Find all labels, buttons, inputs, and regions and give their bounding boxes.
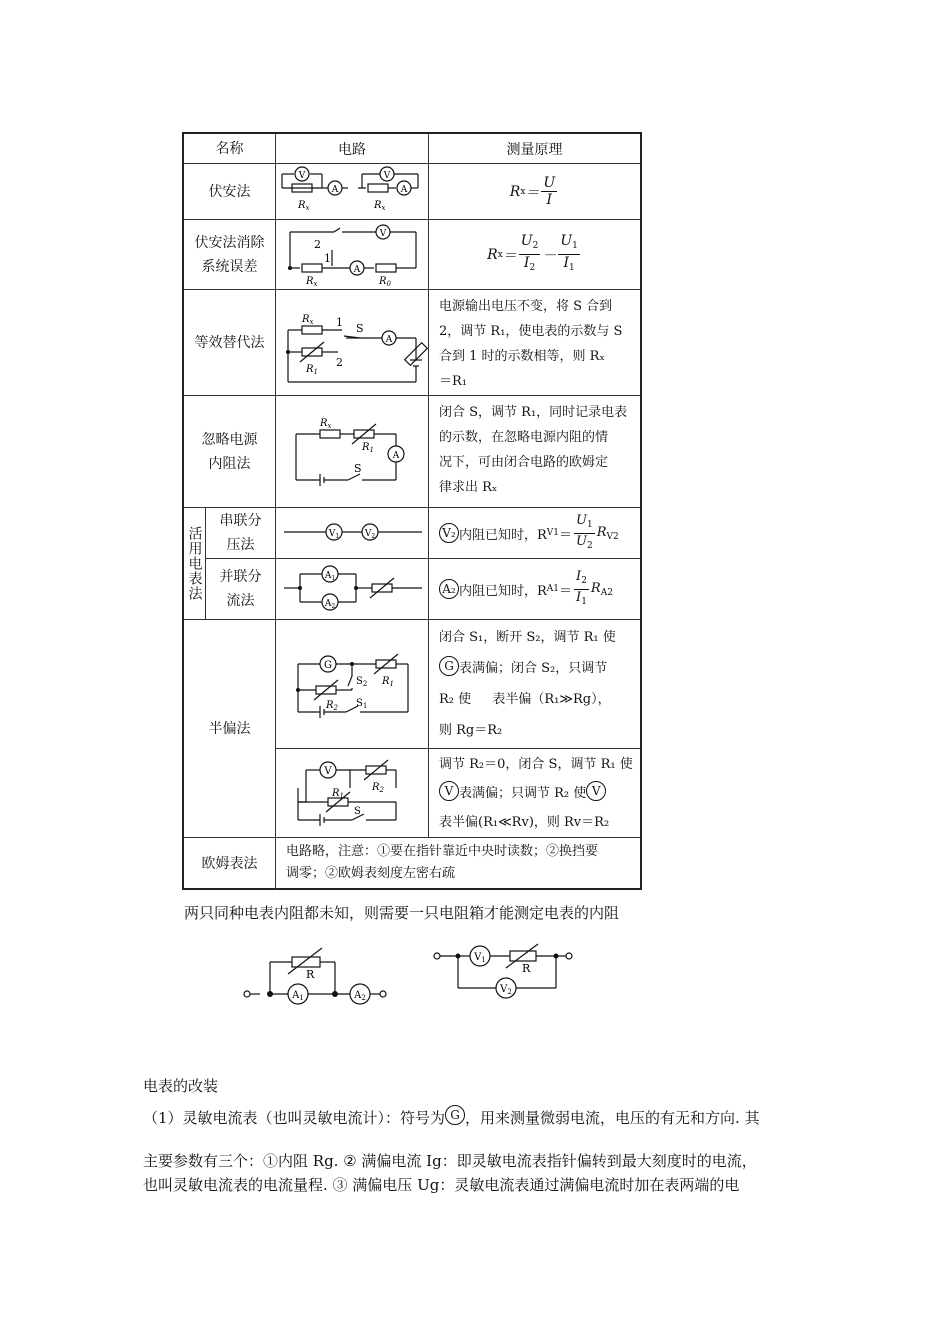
voltmeter-v2-icon: V₂ [439,523,459,543]
svg-text:A: A [331,185,339,195]
header-circuit: 电路 [276,134,429,163]
table-header-row [184,134,640,164]
ignore-name-line1: 忽略电源 [201,431,258,448]
paragraph-line-1b: ，用来测量微弱电流，电压的有无和方向. 其 [465,1109,760,1127]
desc-line: 闭合 S，调节 R₁，同时记录电表 [439,405,628,420]
svg-text:R1: $R_1$ [306,364,318,376]
eliminate-name [184,220,276,289]
row-ohmmeter [184,838,640,890]
svg-text:A: A [400,185,408,195]
series-circuit [276,508,429,558]
ohmmeter-description [276,838,640,890]
series-principle: V₂ 内阻已知时，R V1 ＝ $\frac{U_1}{U_2}$ $R_{V2}$ [429,508,640,558]
meter-group-label-text: 活用电表法 [186,526,203,601]
half-galvanometer [276,620,640,749]
ignore-circuit [276,396,429,507]
desc-line: ＝R₁ [439,374,467,389]
ignore-name-line2: 内阻法 [208,455,251,472]
svg-text:V1: $V_1$ [328,529,340,540]
row-half-deflection [184,620,640,838]
svg-text:A: A [385,335,393,345]
parallel-text: 内阻已知时，R [459,583,547,599]
meter-group-label [184,508,206,619]
svg-text:Rx: $R_x$ [302,314,314,326]
eliminate-name-line2: 系统误差 [201,258,258,275]
substitution-name: 等效替代法 [184,290,276,395]
half-g-description [429,620,640,748]
ohmmeter-name: 欧姆表法 [184,838,276,890]
half-v-description [429,748,640,838]
row-substitution [184,290,640,396]
series-sub: V1 [546,528,560,538]
svg-text:G: G [324,660,332,671]
row-ignore-internal-resistance [184,396,640,508]
svg-text:R0: $R_0$ [379,276,391,288]
svg-text:S: S [354,806,361,817]
parallel-eq: ＝ [559,583,573,599]
row-meter-group [184,508,640,620]
svg-text:2: 2 [336,356,343,369]
parallel-name [206,558,276,620]
desc-line: 2，调节 R₁，使电表的示数与 S [439,324,623,339]
svg-text:A2: $A_2$ [354,990,366,1002]
svg-text:R2: $R_2$ [326,700,338,712]
svg-text:A1: $A_1$ [292,990,304,1002]
desc-line: 则 Rg＝R₂ [439,723,503,738]
svg-text:R: R [306,968,315,981]
desc-line-text: 表满偏；只调节 R₂ 使 [459,786,587,801]
ignore-name [184,396,276,507]
header-name: 名称 [184,134,276,163]
svg-text:V2: $V_2$ [364,529,376,540]
series-name-line1: 串联分 [219,513,262,529]
svg-text:R1: $R_1$ [332,788,344,800]
galvanometer-icon: G [439,656,459,676]
half-name: 半偏法 [184,620,276,837]
measurement-methods-table [182,132,642,890]
ignore-description [429,396,640,507]
voltmeter-icon: V [439,781,459,801]
svg-text:Rx: $R_x$ [320,418,332,430]
row-series [206,508,640,559]
header-principle: 测量原理 [506,141,563,158]
desc-line: 调节 R₂＝0，闭合 S，调节 R₁ 使 [439,757,633,772]
paragraph-line-3: 也叫灵敏电流表的电流量程. ③ 满偏电压 Ug：灵敏电流表通过满偏电流时加在表两端的电 [143,1176,740,1194]
desc-line: 电源输出电压不变，将 S 合到 [439,299,613,314]
eliminate-name-line1: 伏安法消除 [194,234,265,251]
parallel-circuit [276,558,429,620]
svg-text:V: V [383,171,391,181]
half-g-circuit [276,620,429,748]
galvanometer-symbol-icon: G [445,1105,465,1125]
svg-text:Rx: $R_x$ [306,276,318,288]
row-eliminate-error [184,220,640,290]
svg-text:A2: $A_2$ [324,599,336,610]
parallel-sub: A1 [546,584,560,594]
voltammeter-formula: R x ＝ $\frac{U}{I}$ [509,175,556,208]
eliminate-circuit [276,220,429,289]
series-name-line2: 压法 [226,537,255,553]
svg-text:Rx: $R_x$ [374,200,386,212]
svg-text:2: 2 [314,238,321,251]
substitution-circuit [276,290,429,395]
desc-line-text: 表满偏；闭合 S₂，只调节 [459,661,608,676]
two-meter-circuits [240,940,600,1010]
desc-line: 合到 1 时的示数相等，则 Rₓ [439,349,605,364]
svg-text:R1: $R_1$ [382,676,394,688]
desc-line [439,653,634,684]
svg-text:1: 1 [336,316,343,329]
substitution-description [429,290,640,395]
desc-line: 电路略，注意：①要在指针靠近中央时读数；②换挡要 [286,844,599,859]
series-name [206,508,276,558]
ammeter-a2-icon: A₂ [439,579,459,599]
desc-line [439,779,634,808]
section-title: 电表的改装 [143,1077,219,1095]
svg-text:V: V [379,229,387,239]
svg-text:Rx: $R_x$ [298,200,310,212]
desc-line: 的示数，在忽略电源内阻的情 [439,430,609,445]
series-eq: ＝ [559,527,573,543]
paragraph-line-1a: （1）灵敏电流表（也叫灵敏电流计）：符号为 [143,1109,446,1127]
half-voltmeter [276,748,640,838]
svg-text:S1: $S_1$ [356,698,368,710]
svg-text:V2: $V_2$ [500,984,512,996]
row-voltammeter [184,164,640,220]
desc-line: 况下，可由闭合电路的欧姆定 [439,455,609,470]
voltmeter-icon: V [586,781,606,801]
series-text: 内阻已知时，R [459,527,547,543]
svg-text:R2: $R_2$ [372,782,384,794]
desc-line: R₂ 使 表半偏（R₁≫Rg）， [439,692,611,707]
paragraph-line-1 [143,1105,760,1128]
desc-line: 律求出 Rₓ [439,480,498,495]
svg-text:1: 1 [324,252,331,265]
svg-text:S2: $S_2$ [356,676,368,688]
svg-text:S: S [354,462,362,475]
svg-text:R: R [522,962,531,975]
svg-text:V1: $V_1$ [474,952,486,964]
svg-text:V: V [298,171,306,181]
paragraph-line-2: 主要参数有三个：①内阻 Rg. ② 满偏电流 Ig：即灵敏电流表指针偏转到最大刻度时的电流， [143,1152,757,1170]
note-text: 两只同种电表内阻都未知，则需要一只电阻箱才能测定电表的内阻 [184,904,620,922]
row-parallel [206,558,640,620]
voltammeter-circuit [276,164,429,219]
svg-text:R1: $R_1$ [362,442,374,454]
eliminate-formula: R x ＝ $\frac{U_2}{I_2}$ － $\frac{U_1}{I_1}$ [487,233,578,273]
svg-text:A1: $A_1$ [324,571,336,582]
desc-line: 调零；②欧姆表刻度左密右疏 [286,866,456,881]
svg-text:A: A [353,265,361,275]
parallel-principle: A₂ 内阻已知时，R A1 ＝ $\frac{I_2}{I_1}$ $R_{A2}$ [429,558,640,620]
parallel-name-line1: 并联分 [219,569,262,585]
svg-text:A: A [392,451,400,461]
desc-line: 表半偏(R₁≪Rv)，则 Rv＝R₂ [439,815,610,830]
desc-line: 闭合 S₁，断开 S₂，调节 R₁ 使 [439,630,616,645]
voltammeter-name: 伏安法 [184,164,276,219]
half-v-circuit [276,748,429,838]
svg-text:S: S [356,322,364,335]
svg-text:V: V [324,766,332,777]
parallel-name-line2: 流法 [226,593,255,609]
